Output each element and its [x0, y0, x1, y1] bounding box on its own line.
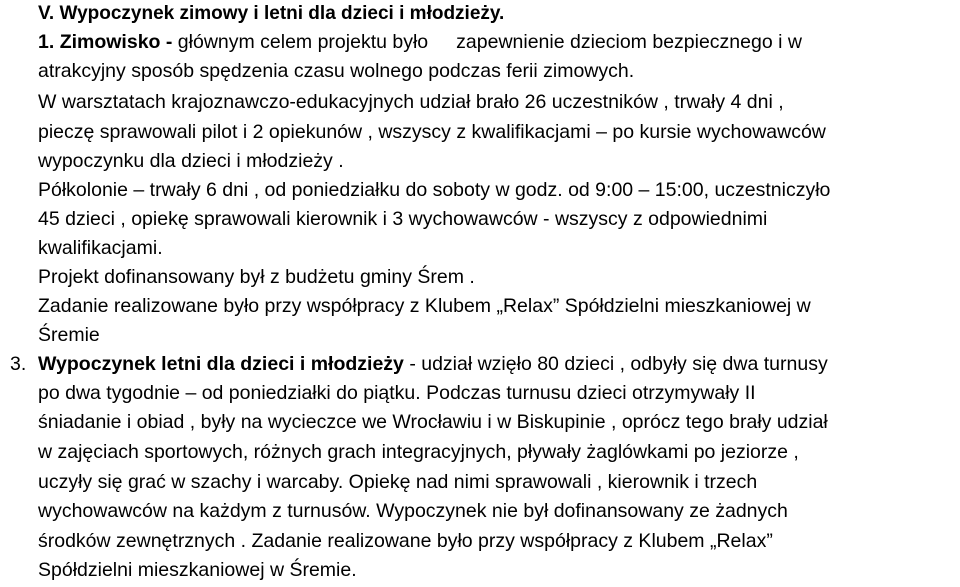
section-heading: V. Wypoczynek zimowy i letni dla dzieci i młodzieży. — [38, 3, 505, 24]
section3-title: Wypoczynek letni dla dzieci i młodzieży — [38, 353, 404, 375]
section1-line3: W warsztatach krajoznawczo-edukacyjnych udział brało 26 uczestników , trwały 4 dni , — [38, 91, 784, 113]
section1-line11: Śremie — [38, 324, 100, 346]
section1-line8: kwalifikacjami. — [38, 237, 163, 259]
section3-line8: Spółdzielni mieszkaniowej w Śremie. — [38, 559, 357, 581]
section1-line9: Projekt dofinansowany był z budżetu gminy Śrem . — [38, 266, 475, 288]
section1-line6: Półkolonie – trwały 6 dni , od poniedziałku do soboty w godz. od 9:00 – 15:00, uczestniczyło — [38, 179, 831, 201]
section1-title: Zimowisko - — [59, 31, 173, 53]
section1-number: 1. — [38, 31, 55, 53]
section3-first-line — [38, 352, 828, 376]
section3-line4: w zajęciach sportowych, różnych grach integracyjnych, pływały żaglówkami po jeziorze , — [38, 441, 799, 463]
section1-line7: 45 dzieci , opiekę sprawowali kierownik i 3 wychowawców - wszyscy z odpowiednimi — [38, 208, 768, 230]
section1-line10: Zadanie realizowane było przy współpracy z Klubem „Relax” Spółdzielni mieszkaniowej w — [38, 295, 811, 317]
section3-line6: wychowawców na każdym z turnusów. Wypoczynek nie był dofinansowany ze żadnych — [38, 500, 788, 522]
section3-number: 3. — [10, 353, 27, 375]
section3-line7: środków zewnętrznych . Zadanie realizowane było przy współpracy z Klubem „Relax” — [38, 530, 773, 552]
section1-line1-rest: głównym celem projektu było — [177, 31, 429, 53]
section1-first-line — [38, 30, 802, 54]
section3-line1-rest: - udział wzięło 80 dzieci , odbyły się dwa turnusy — [403, 353, 828, 375]
section3-line2: po dwa tygodnie – od poniedziałki do piątku. Podczas turnusu dzieci otrzymywały II — [38, 382, 756, 404]
section1-line5: wypoczynku dla dzieci i młodzieży . — [38, 150, 344, 172]
section1-line4: pieczę sprawowali pilot i 2 opiekunów , wszyscy z kwalifikacjami – po kursie wychowawców — [38, 121, 826, 143]
section3-line3: śniadanie i obiad , były na wycieczce we Wrocławiu i w Biskupinie , oprócz tego brały udział — [38, 411, 828, 433]
section1-line2: atrakcyjny sposób spędzenia czasu wolnego podczas ferii zimowych. — [38, 60, 635, 82]
section3-line5: uczyły się grać w szachy i warcaby. Opiekę nad nimi sprawowali , kierownik i trzech — [38, 471, 758, 493]
section1-line1-end: zapewnienie dzieciom bezpiecznego i w — [456, 31, 802, 53]
